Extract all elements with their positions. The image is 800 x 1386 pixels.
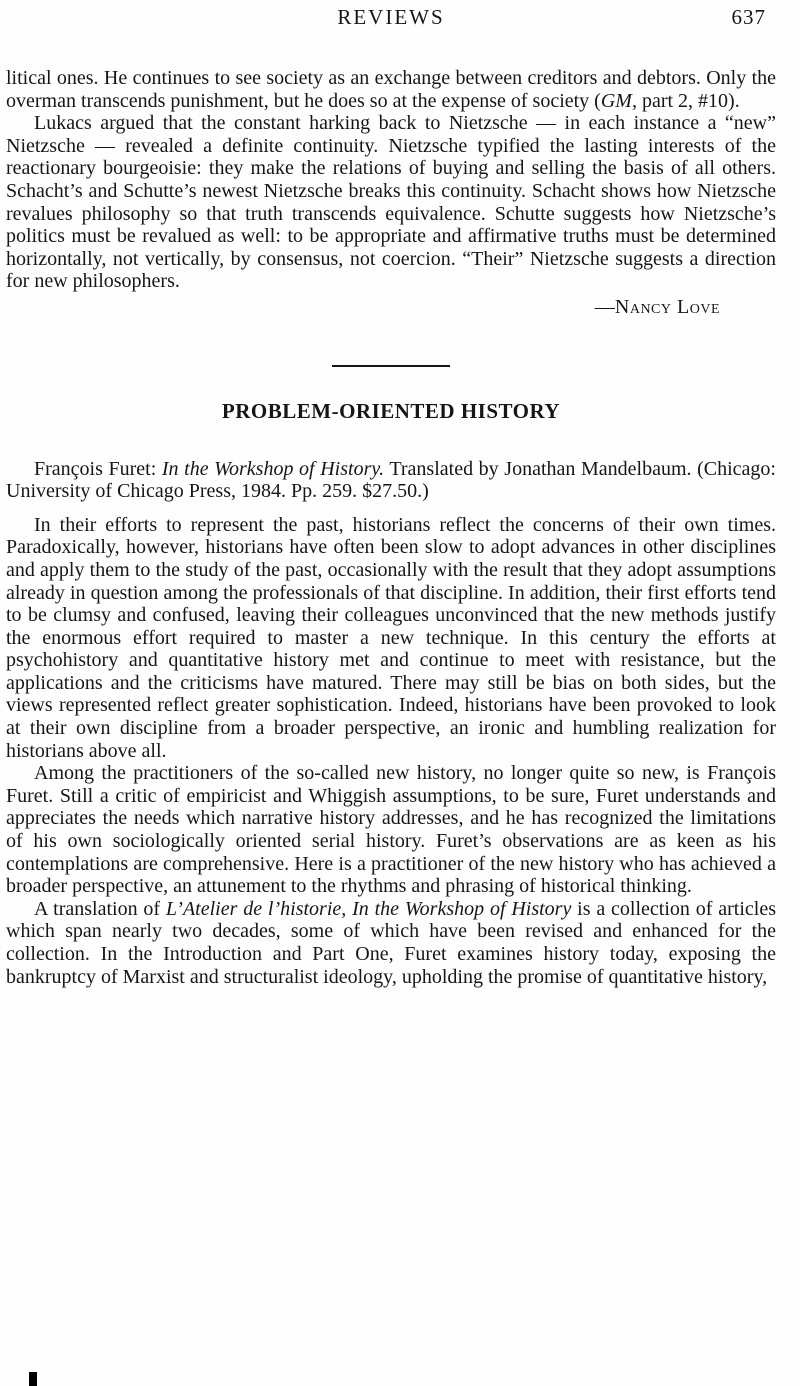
page-header <box>6 5 776 30</box>
article-title: PROBLEM-ORIENTED HISTORY <box>221 398 561 423</box>
page-number: 637 <box>731 5 766 29</box>
running-title: REVIEWS <box>337 5 445 29</box>
book-citation: François Furet: In the Workshop of History. Translated by Jonathan Mandelbaum. (Chicago: University of Chicago Press, 1984. Pp. 259. $27.50.) <box>6 457 776 503</box>
content-sections <box>6 67 776 988</box>
scan-artifact-mark <box>29 1372 37 1386</box>
section-divider <box>332 365 450 367</box>
reviewer-name: Nancy Love <box>614 295 720 318</box>
review1-paragraph-continuation: litical ones. He continues to see society as an exchange between creditors and debtors. Only the overman transcends punishment, but he does so at the expense of society (GM, part 2, #10). <box>6 67 776 112</box>
review2-paragraph-2: Among the practitioners of the so-called new history, no longer quite so new, is François Furet. Still a critic of empiricist and Whiggish assumptions, to be sure, Furet understands and appreciates the needs which narrative history addresses, and he has recognized the limitations of his own sociologically oriented serial history. Furet’s observations are as keen as his contemplations are comprehensive. Here is a practitioner of the new history who has achieved a broader perspective, an attunement to the rhythms and phrasing of historical thinking. <box>6 762 776 898</box>
review2-paragraph-3: A translation of L’Atelier de l’historie, In the Workshop of History is a collection of articles which span nearly two decades, some of which have been revised and enhanced for the collection. In the Introduction and Part One, Furet examines history today, exposing the bankruptcy of Marxist and structuralist ideology, upholding the promise of quantitative history, <box>6 897 776 988</box>
reviewer-signature <box>6 296 776 319</box>
review2-paragraph-1: In their efforts to represent the past, historians reflect the concerns of their own times. Paradoxically, however, historians have often been slow to adopt advances in other disciplines and apply them to the study of the past, occasionally with the result that they adopt assumptions already in question among the professionals of that discipline. In addition, their first efforts tend to be clumsy and confused, leaving their colleagues unconvinced that the new methods justify the enormous effort required to master a new technique. In this century the efforts at psychohistory and quantitative history met and continue to meet with resistance, but the applications and the criticisms have matured. There may still be bias on both sides, but the views represented reflect greater sophistication. Indeed, historians have been provoked to look at their own discipline from a broader perspective, an ironic and humbling realization for historians above all. <box>6 513 776 762</box>
review1-paragraph-2: Lukacs argued that the constant harking back to Nietzsche — in each instance a “new” Nietzsche — revealed a definite continuity. Nietzsche typified the lasting interests of the reactionary bourgeoisie: they make the relations of buying and selling the basis of all others. Schacht’s and Schutte’s newest Nietzsche breaks this continuity. Schacht shows how Nietzsche revalues philosophy so that truth transcends equivalence. Schutte suggests how Nietzsche’s politics must be revalued as well: to be appropriate and affirmative truths must be determined horizontally, not vertically, by consensus, not coercion. “Their” Nietzsche suggests a direction for new philosophers. <box>6 112 776 293</box>
signature-dash: — <box>594 295 615 318</box>
